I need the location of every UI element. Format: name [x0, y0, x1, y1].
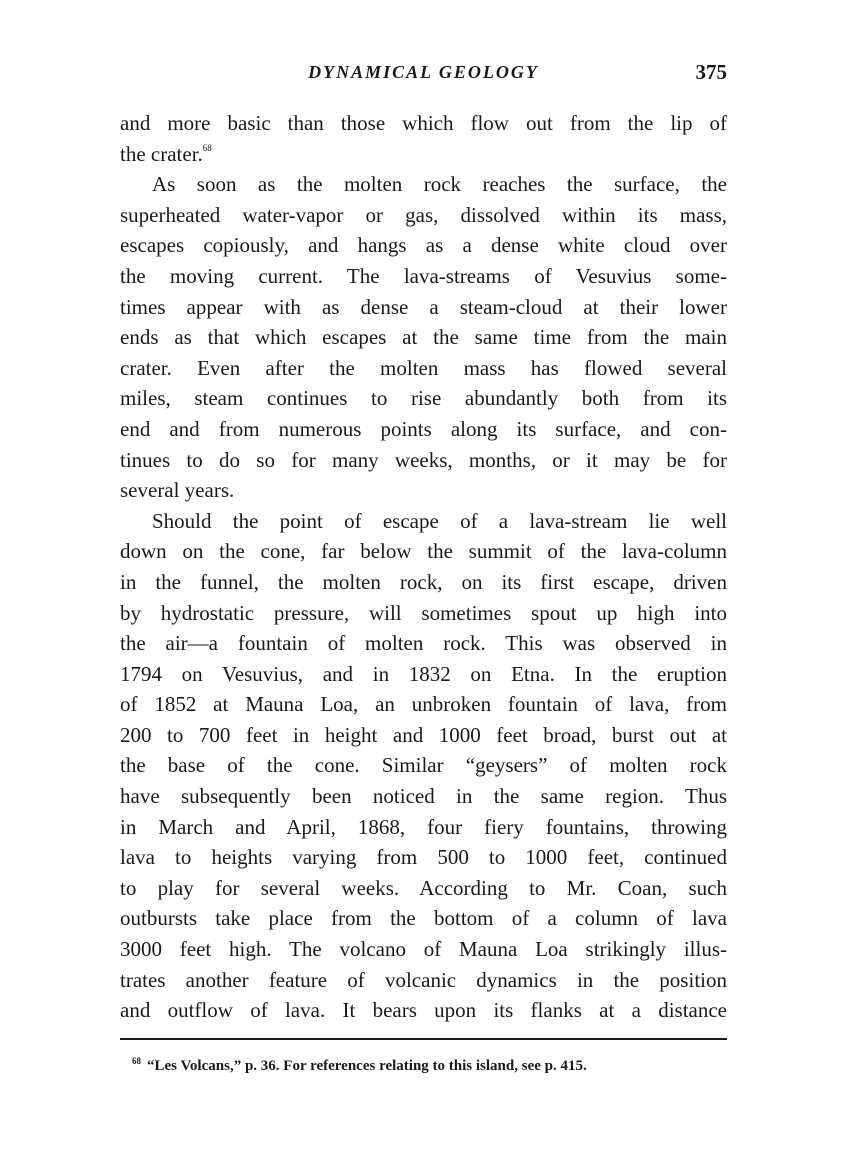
body-text [120, 108, 727, 1026]
text-line: As soon as the molten rock reaches the surface, the [152, 172, 727, 197]
text-line: crater. Even after the molten mass has flowed several [120, 355, 727, 380]
footnote-text: “Les Volcans,” p. 36. For references relating to this island, see p. 415. [147, 1058, 587, 1074]
text-line: the air—a fountain of molten rock. This was observed in [120, 631, 727, 656]
text-line: superheated water-vapor or gas, dissolved within its mass, [120, 202, 727, 227]
footnote-reference: 68 [202, 142, 212, 153]
text-line: to play for several weeks. According to Mr. Coan, such [120, 875, 727, 900]
text-line: the base of the cone. Similar “geysers” of molten rock [120, 753, 727, 778]
text-line: lava to heights varying from 500 to 1000 feet, continued [120, 845, 727, 870]
text-line-content: the crater. [120, 141, 203, 166]
text-line: down on the cone, far below the summit of the lava-column [120, 539, 727, 564]
text-line: of 1852 at Mauna Loa, an unbroken fountain of lava, from [120, 692, 727, 717]
text-line: miles, steam continues to rise abundantly both from its [120, 386, 727, 411]
text-line: 3000 feet high. The volcano of Mauna Loa strikingly illus- [120, 937, 727, 962]
text-line: several years. [120, 478, 235, 503]
footnote-divider [120, 1038, 727, 1040]
text-line: and outflow of lava. It bears upon its flanks at a distance [120, 998, 727, 1023]
text-line: in the funnel, the molten rock, on its first escape, driven [120, 569, 727, 594]
text-line: tinues to do so for many weeks, months, or it may be for [120, 447, 727, 472]
running-title: DYNAMICAL GEOLOGY [308, 62, 539, 82]
text-line: trates another feature of volcanic dynamics in the position [120, 967, 727, 992]
text-line: escapes copiously, and hangs as a dense white cloud over [120, 233, 727, 258]
text-line: Should the point of escape of a lava-stream lie well [152, 508, 727, 533]
text-line: in March and April, 1868, four fiery fountains, throwing [120, 814, 727, 839]
text-line: 200 to 700 feet in height and 1000 feet broad, burst out at [120, 722, 727, 747]
footnote [132, 1056, 727, 1075]
text-line: and more basic than those which flow out from the lip of [120, 111, 727, 135]
text-line: outbursts take place from the bottom of a column of lava [120, 906, 727, 931]
text-line: by hydrostatic pressure, will sometimes spout up high into [120, 600, 727, 625]
text-line: ends as that which escapes at the same time from the main [120, 325, 727, 350]
text-line [120, 139, 727, 170]
text-line: end and from numerous points along its surface, and con- [120, 416, 727, 441]
text-line: 1794 on Vesuvius, and in 1832 on Etna. In the eruption [120, 661, 727, 686]
text-line: the moving current. The lava-streams of Vesuvius some- [120, 263, 727, 288]
text-line: have subsequently been noticed in the same region. Thus [120, 784, 727, 809]
footnote-marker: 68 [132, 1056, 141, 1066]
text-line: times appear with as dense a steam-cloud at their lower [120, 294, 727, 319]
page-number: 375 [695, 60, 727, 84]
page-header [120, 62, 727, 90]
